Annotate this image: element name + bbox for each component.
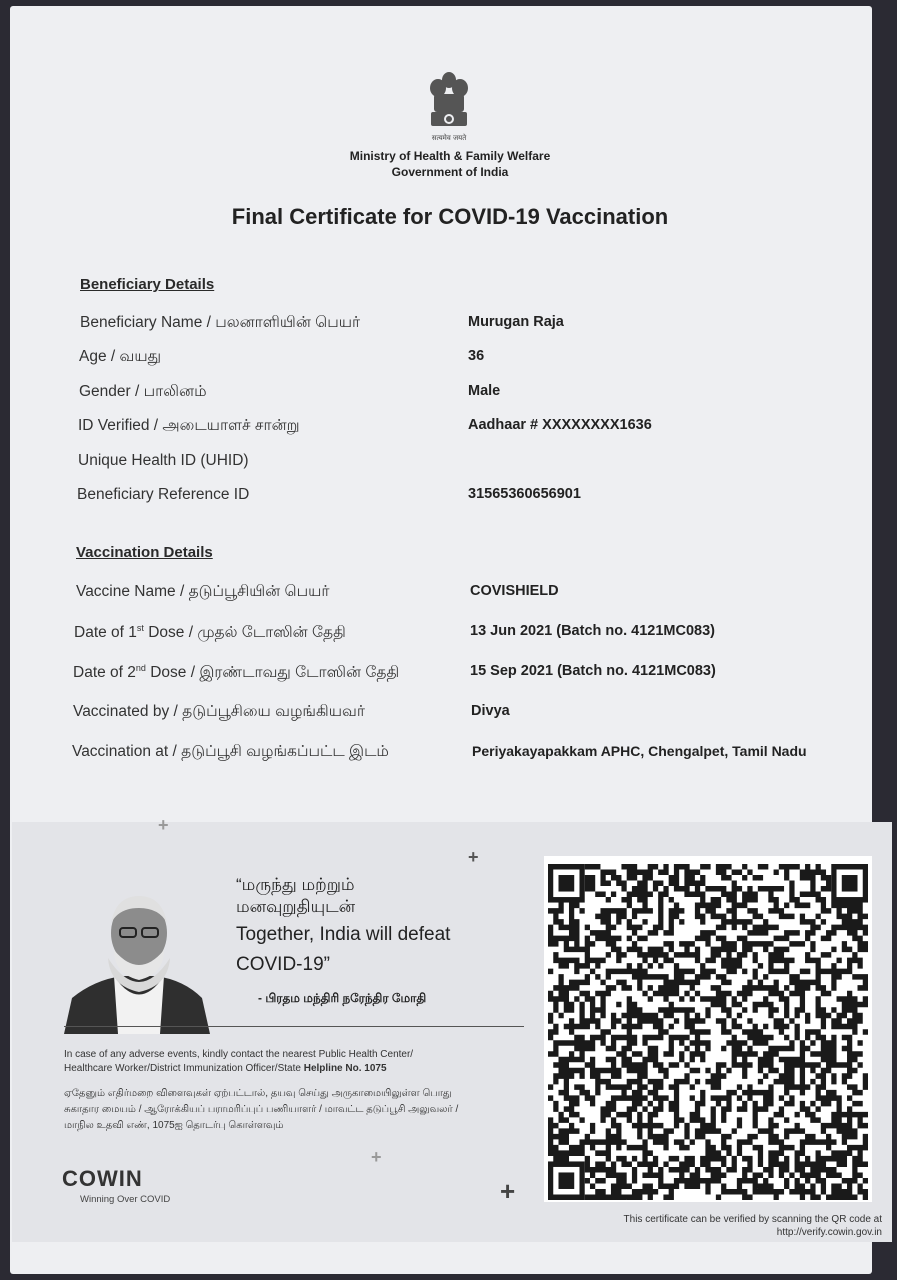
vaccine-name-label: Vaccine Name / தடுப்பூசியின் பெயர் bbox=[76, 583, 330, 600]
age-row bbox=[0, 348, 897, 372]
vaccinated-by-label: Vaccinated by / தடுப்பூசியை வழங்கியவர் bbox=[73, 703, 365, 720]
gender-value: Male bbox=[468, 383, 501, 399]
beneficiary-name-label: Beneficiary Name / பலனாளியின் பெயர் bbox=[80, 314, 361, 331]
vaccination-heading: Vaccination Details bbox=[76, 544, 213, 561]
vaccination-at-label: Vaccination at / தடுப்பூசி வழங்கப்பட்ட இடம் bbox=[72, 743, 389, 760]
helpline-tamil-line-3: மாநில உதவி எண், 1075ஐ தொடர்பு கொள்ளவும் bbox=[64, 1120, 284, 1131]
age-label: Age / வயது bbox=[79, 348, 162, 365]
quote-english: Together, India will defeat COVID-19” bbox=[236, 924, 451, 975]
qr-finder-pattern bbox=[831, 864, 868, 903]
helpline-tamil-line-2: சுகாதார மையம் / ஆரோக்கியப் பராமரிப்புப் பணியாளர் / மாவட்ட தடுப்பூசி அலுவலர் / bbox=[64, 1104, 459, 1115]
cowin-logo: COWIN bbox=[62, 1166, 143, 1191]
verification-text: This certificate can be verified by scanning the QR code at bbox=[623, 1214, 882, 1225]
dose2-row bbox=[0, 663, 897, 687]
verification-note bbox=[540, 1213, 882, 1239]
helpline-tamil bbox=[64, 1086, 534, 1134]
gender-row bbox=[0, 383, 897, 407]
gender-label: Gender / பாலினம் bbox=[79, 383, 207, 400]
plus-decoration-icon: + bbox=[500, 1176, 516, 1206]
beneficiary-name-row bbox=[0, 314, 897, 338]
uhid-row bbox=[0, 452, 897, 476]
quote-attribution: - பிரதம மந்திரி நரேந்திர மோதி bbox=[258, 991, 427, 1005]
reference-id-label: Beneficiary Reference ID bbox=[77, 486, 250, 503]
dose1-label: Date of 1st Dose / முதல் டோஸின் தேதி bbox=[74, 623, 346, 642]
quote-tamil-line-1: “மருந்து மற்றும் bbox=[236, 875, 355, 894]
quote-tamil-line-2: மனவுறுதியுடன் bbox=[236, 897, 356, 916]
verification-url[interactable]: http://verify.cowin.gov.in bbox=[776, 1227, 882, 1238]
vaccination-at-value: Periyakayapakkam APHC, Chengalpet, Tamil Nadu bbox=[472, 743, 807, 759]
certificate-title: Final Certificate for COVID-19 Vaccination bbox=[231, 204, 669, 229]
government-name: Government of India bbox=[391, 165, 509, 179]
cowin-tagline: Winning Over COVID bbox=[80, 1194, 171, 1205]
qr-finder-pattern bbox=[548, 864, 585, 903]
dose1-value: 13 Jun 2021 (Batch no. 4121MC083) bbox=[470, 623, 715, 639]
helpline-english-line-2: Healthcare Worker/District Immunization Officer/State Helpline No. 1075 bbox=[64, 1063, 387, 1074]
dose1-row bbox=[0, 623, 897, 647]
id-verified-row bbox=[0, 417, 897, 441]
emblem-motto: सत्यमेव जयते bbox=[431, 134, 467, 142]
helpline-tamil-line-1: ஏதேனும் எதிர்மறை விளைவுகள் ஏற்பட்டால், தயவு செய்து அருகாமையிலுள்ள பொது bbox=[64, 1088, 452, 1099]
beneficiary-name-value: Murugan Raja bbox=[468, 314, 564, 330]
vaccine-name-row bbox=[0, 583, 897, 607]
helpline-english bbox=[64, 1048, 534, 1076]
vaccination-at-row bbox=[0, 743, 897, 767]
quote-tamil bbox=[236, 874, 496, 918]
dose2-label: Date of 2nd Dose / இரண்டாவது டோஸின் தேதி bbox=[73, 663, 400, 682]
uhid-label: Unique Health ID (UHID) bbox=[78, 452, 249, 469]
beneficiary-heading: Beneficiary Details bbox=[80, 276, 215, 293]
vaccine-name-value: COVISHIELD bbox=[470, 583, 559, 599]
ministry-name: Ministry of Health & Family Welfare bbox=[349, 149, 551, 163]
id-verified-value: Aadhaar # XXXXXXXX1636 bbox=[468, 417, 652, 433]
plus-decoration-icon: + bbox=[371, 1147, 382, 1167]
verification-qr-code[interactable] bbox=[544, 856, 872, 1202]
ashoka-emblem-icon bbox=[424, 68, 474, 148]
helpline-english-line-1: In case of any adverse events, kindly contact the nearest Public Health Center/ bbox=[64, 1049, 414, 1060]
vaccinated-by-value: Divya bbox=[471, 703, 510, 719]
plus-decoration-icon: + bbox=[468, 847, 479, 867]
vaccinated-by-row bbox=[0, 703, 897, 727]
issuer-block bbox=[300, 148, 600, 180]
qr-finder-pattern bbox=[548, 1161, 585, 1200]
reference-id-row bbox=[0, 486, 897, 510]
plus-decoration-icon: + bbox=[158, 815, 169, 835]
prime-minister-portrait bbox=[64, 888, 214, 1034]
helpline-number: Helpline No. 1075 bbox=[303, 1063, 387, 1074]
reference-id-value: 31565360656901 bbox=[468, 486, 581, 502]
dose2-value: 15 Sep 2021 (Batch no. 4121MC083) bbox=[470, 663, 716, 679]
banner-divider bbox=[64, 1026, 524, 1027]
id-verified-label: ID Verified / அடையாளச் சான்று bbox=[78, 417, 300, 434]
age-value: 36 bbox=[468, 348, 485, 364]
